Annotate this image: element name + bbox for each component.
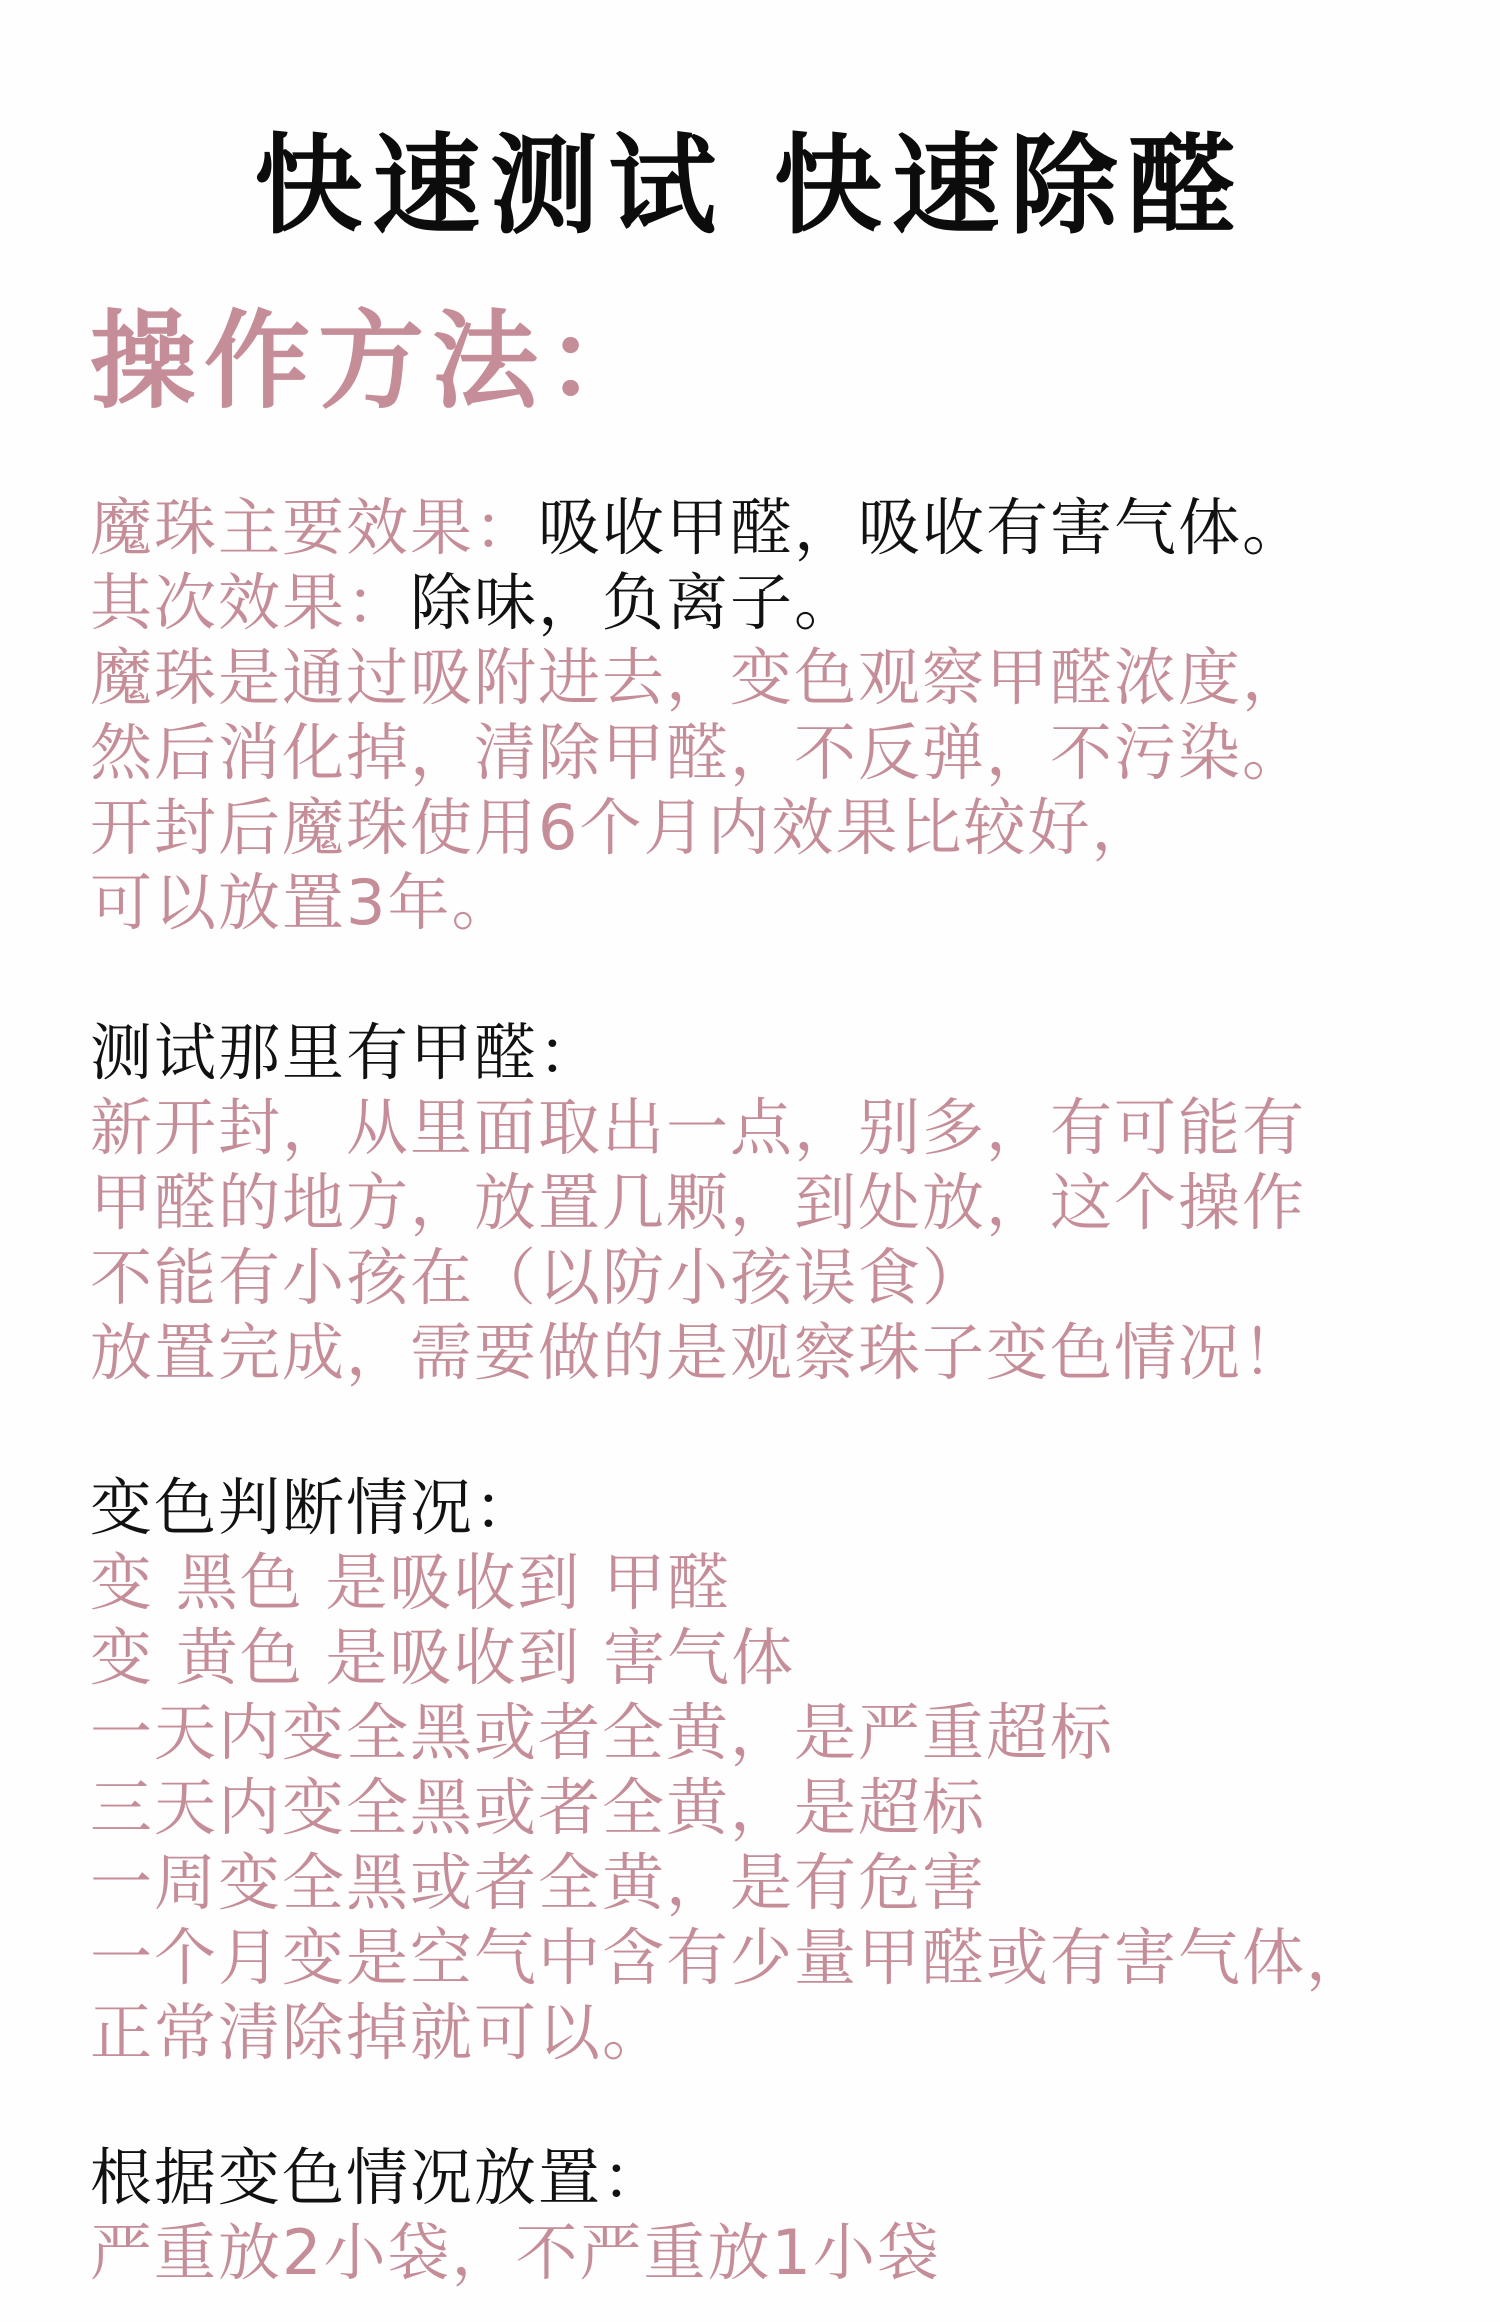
placement-heading: 根据变色情况放置： [90,2141,667,2214]
testing-line: 甲醛的地方，放置几颗，到处放，这个操作 [90,1166,1307,1239]
intro-line: 然后消化掉，清除甲醛，不反弹，不污染。 [90,716,1307,789]
color-judgement-line: 一天内变全黑或者全黄，是严重超标 [90,1696,1115,1769]
secondary-effect-line [90,565,858,641]
testing-line: 放置完成，需要做的是观察珠子变色情况！ [90,1316,1307,1389]
intro-line: 可以放置3年。 [90,866,516,939]
secondary-effect-label: 其次效果： [90,566,411,639]
section-heading: 操作方法： [90,300,660,423]
color-judgement-line: 正常清除掉就可以。 [90,1996,667,2069]
color-judgement-line: 变 黑色 是吸收到 甲醛 [90,1546,732,1619]
main-effect-label: 魔珠主要效果： [90,491,539,564]
placement-line: 严重放2小袋，不严重放1小袋 [90,2216,941,2289]
intro-line: 开封后魔珠使用6个月内效果比较好， [90,791,1156,864]
main-effect-line [90,490,1306,566]
secondary-effect-value: 除味，负离子。 [410,566,859,639]
testing-line: 不能有小孩在（以防小孩误食） [90,1241,987,1314]
intro-line: 魔珠是通过吸附进去，变色观察甲醛浓度， [90,641,1307,714]
testing-line: 新开封，从里面取出一点，别多，有可能有 [90,1091,1307,1164]
page-title: 快速测试 快速除醛 [254,124,1246,249]
color-judgement-line: 三天内变全黑或者全黄，是超标 [90,1771,987,1844]
color-judgement-heading: 变色判断情况： [90,1471,539,1544]
color-judgement-line: 变 黄色 是吸收到 害气体 [90,1621,796,1694]
testing-heading: 测试那里有甲醛： [90,1016,603,1089]
main-effect-value: 吸收甲醛，吸收有害气体。 [538,491,1307,564]
color-judgement-line: 一周变全黑或者全黄，是有危害 [90,1846,987,1919]
color-judgement-line: 一个月变是空气中含有少量甲醛或有害气体， [90,1921,1371,1994]
